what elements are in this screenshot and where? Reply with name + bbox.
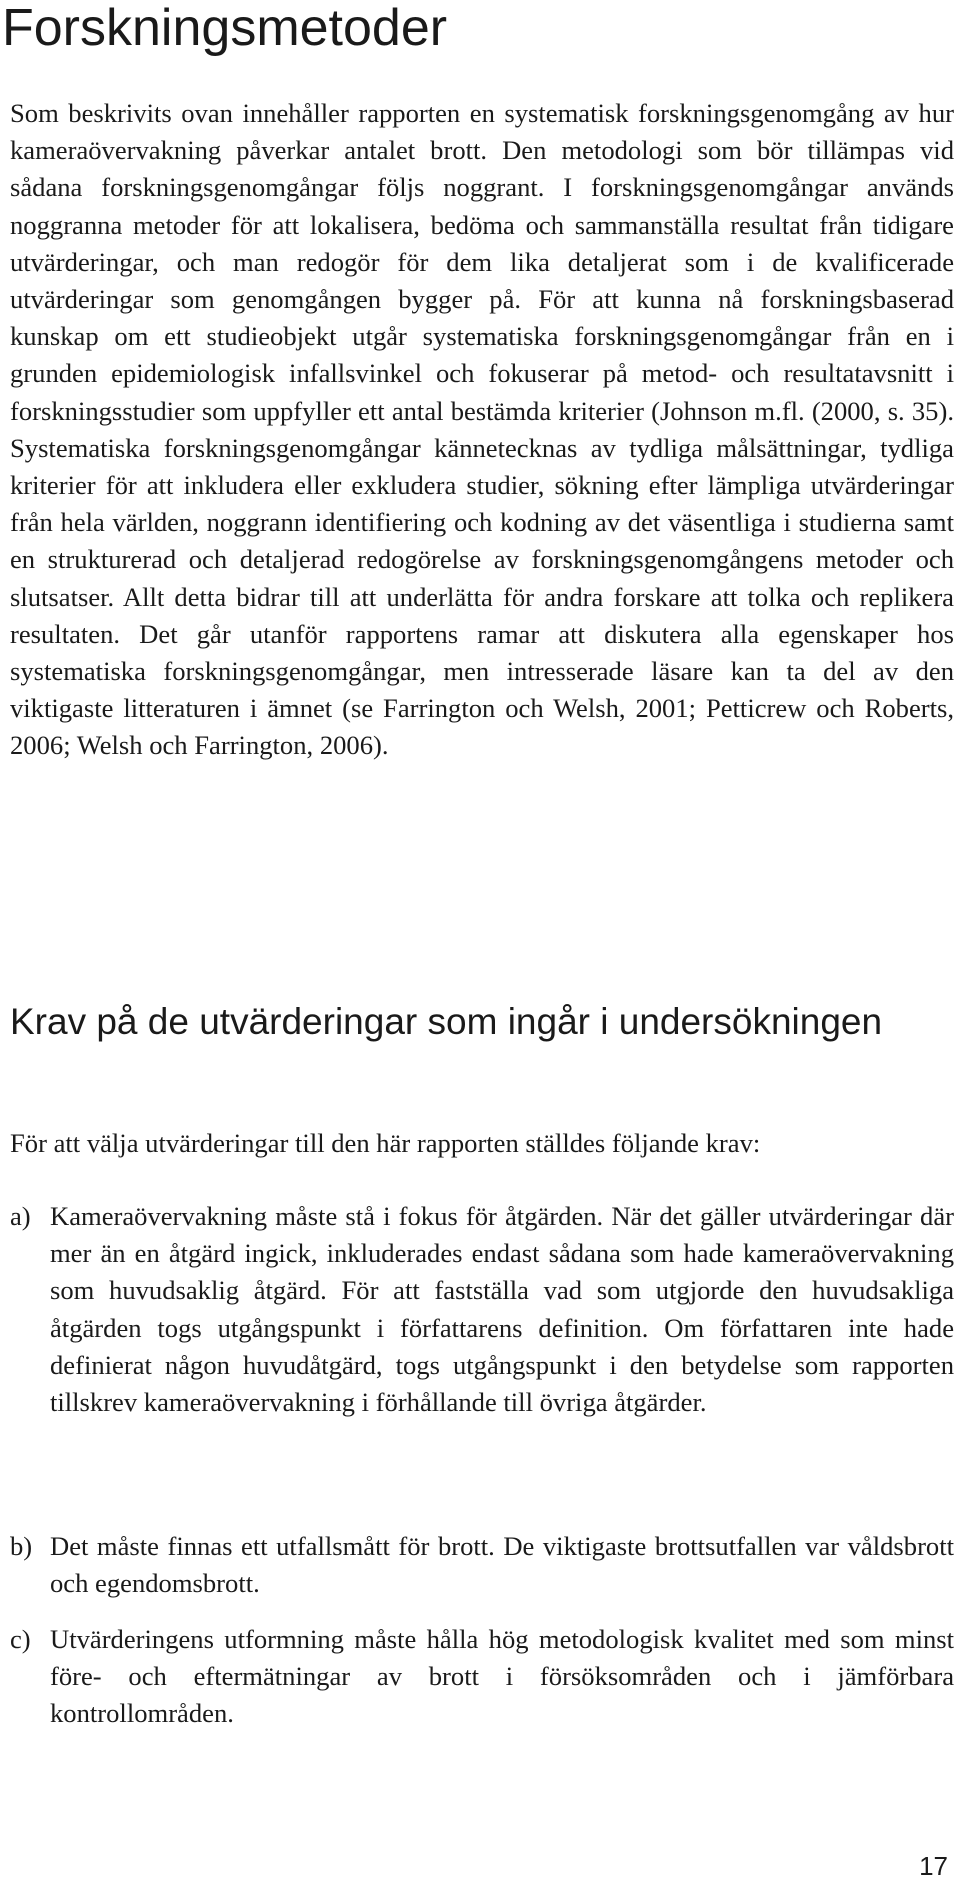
section-heading: Krav på de utvärderingar som ingår i undersökningen [10,1001,883,1042]
list-item-text: Utvärderingens utformning måste hålla hög metodologisk kvalitet med som minst före- och eftermätningar av brott i försöksområden och i jämförbara kontrollområden. [50,1624,954,1729]
intro-paragraph: Som beskrivits ovan innehåller rapporten en systematisk forskningsgenomgång av hur kameraövervakning påverkar antalet brott. Den metodologi som bör tillämpas vid sådana forskningsgenomgångar följs noggrant. I forskningsgenomgångar används noggranna metoder för att lokalisera, bedöma och sammanställa resultat från tidigare utvärderingar, och man redogör för dem lika detaljerat som i de kvalificerade utvärderingar som genomgången bygger på. För att kunna nå forskningsbaserad kunskap om ett studieobjekt utgår systematiska forskningsgenomgångar från en i grunden epidemiologisk infallsvinkel och fokuserar på metod- och resultatavsnitt i forskningsstudier som uppfyller ett antal bestämda kriterier (Johnson m.fl. (2000, s. 35). Systematiska forskningsgenomgångar kännetecknas av tydliga målsättningar, tydliga kriterier för att inkludera eller exkludera studier, sökning efter lämpliga utvärderingar från hela världen, noggrann identifiering och kodning av det väsentliga i studierna samt en strukturerad och detaljerad redogörelse av forskningsgenomgångens metoder och slutsatser. Allt detta bidrar till att underlätta för andra forskare att tolka och replikera resultaten. Det går utanför rapportens ramar att diskutera alla egenskaper hos systematiska forskningsgenomgångar, men intresserade läsare kan ta del av den viktigaste litteraturen i ämnet (se Farrington och Welsh, 2001; Petticrew och Roberts, 2006; Welsh och Farrington, 2006). [10,98,954,761]
list-marker: c) [10,1624,31,1654]
list-item-text: Det måste finnas ett utfallsmått för brott. De viktigaste brottsutfallen var våldsbrott och egendomsbrott. [50,1531,954,1599]
page-number: 17 [919,1851,948,1881]
list-marker: a) [10,1201,31,1231]
list-item-text: Kameraövervakning måste stå i fokus för åtgärden. När det gäller utvärderingar där mer än en åtgärd ingick, inkluderades endast sådana som hade kameraövervakning som huvudsaklig åtgärd. För att fastställa vad som utgjorde den huvudsakliga åtgärden togs utgångspunkt i författarens definition. Om författaren inte hade definierat någon huvudåtgärd, togs utgångspunkt i den betydelse som rapporten tillskrev kameraövervakning i förhållande till övriga åtgärder. [50,1201,954,1418]
page-title: Forskningsmetoder [2,0,448,57]
requirements-intro-paragraph: För att välja utvärderingar till den här rapporten ställdes följande krav: [10,1128,761,1158]
list-marker: b) [10,1531,33,1561]
